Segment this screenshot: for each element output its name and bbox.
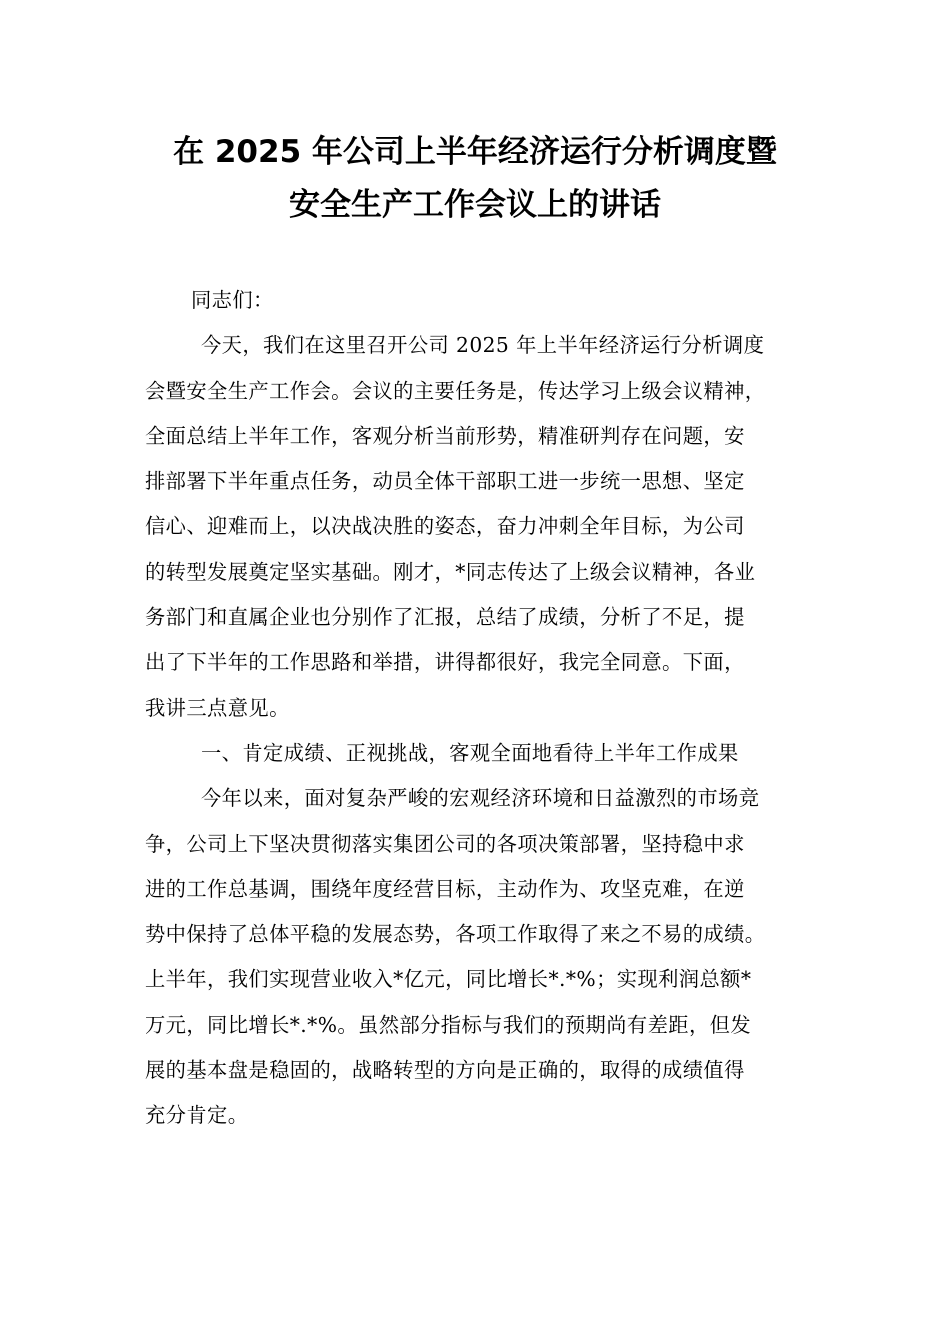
paragraph-line: 的转型发展奠定坚实基础。刚才，*同志传达了上级会议精神，各业 (145, 559, 756, 584)
salutation (145, 278, 825, 323)
paragraph-line: 万元，同比增长*.*%。虽然部分指标与我们的预期尚有差距，但发 (145, 1012, 751, 1037)
paragraph-line: 势中保持了总体平稳的发展态势，各项工作取得了来之不易的成绩。 (145, 922, 766, 947)
section-heading-text: 一、肯定成绩、正视挑战，客观全面地看待上半年工作成果 (201, 740, 739, 765)
paragraph-line: 务部门和直属企业也分别作了汇报，总结了成绩，分析了不足，提 (145, 605, 745, 630)
paragraph-line: 信心、迎难而上，以决战决胜的姿态，奋力冲刺全年目标，为公司 (145, 514, 745, 539)
paragraph-line: 我讲三点意见。 (145, 695, 290, 720)
title-line-1: 在 2025 年公司上半年经济运行分析调度暨 (173, 134, 777, 170)
section-heading-1 (145, 731, 825, 776)
document-body (145, 278, 825, 1139)
paragraph-line: 今年以来，面对复杂严峻的宏观经济环境和日益激烈的市场竞 (201, 786, 760, 811)
paragraph-line: 展的基本盘是稳固的，战略转型的方向是正确的，取得的成绩值得 (145, 1058, 745, 1083)
paragraph-line: 排部署下半年重点任务，动员全体干部职工进一步统一思想、坚定 (145, 469, 745, 494)
salutation-text: 同志们： (191, 288, 274, 312)
title-line-2: 安全生产工作会议上的讲话 (289, 187, 661, 223)
paragraph-line: 争，公司上下坚决贯彻落实集团公司的各项决策部署，坚持稳中求 (145, 831, 745, 856)
paragraph-line: 今天，我们在这里召开公司 2025 年上半年经济运行分析调度 (201, 333, 765, 358)
paragraph-line: 全面总结上半年工作，客观分析当前形势，精准研判存在问题，安 (145, 423, 745, 448)
paragraph-line: 充分肯定。 (145, 1103, 249, 1128)
paragraph-line: 会暨安全生产工作会。会议的主要任务是，传达学习上级会议精神， (145, 378, 766, 403)
paragraph-line: 出了下半年的工作思路和举措，讲得都很好，我完全同意。下面， (145, 650, 745, 675)
paragraph-line: 上半年，我们实现营业收入*亿元，同比增长*.*%；实现利润总额* (145, 967, 752, 992)
paragraph-achievements (145, 776, 825, 1138)
paragraph-line: 进的工作总基调，围绕年度经营目标，主动作为、攻坚克难，在逆 (145, 876, 745, 901)
paragraph-opening (145, 323, 825, 731)
page-title (100, 126, 850, 232)
